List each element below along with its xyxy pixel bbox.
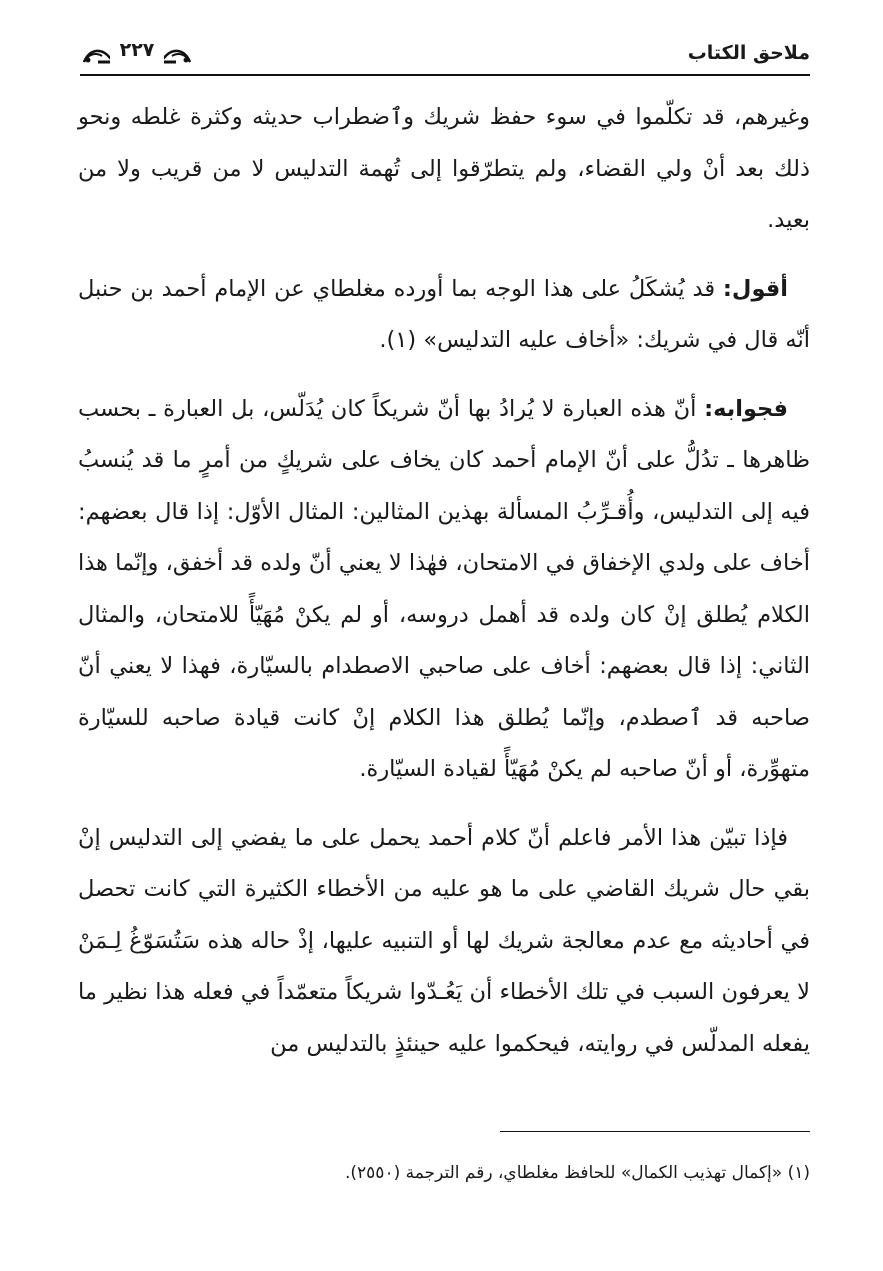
page-header [80, 38, 810, 74]
running-title: ملاحق الكتاب [687, 42, 810, 64]
footnote: (١) «إكمال تهذيب الكمال» للحافظ مغلطاي، رقم الترجمة (٢٥٥٠). [345, 1163, 810, 1183]
page-number: ٢٢٧ [110, 39, 164, 61]
page-number-ornament [80, 38, 192, 68]
footnote-rule [500, 1131, 810, 1132]
body-text [78, 92, 810, 1087]
paragraph-text: فإذا تبيّن هذا الأمر فاعلم أنّ كلام أحمد يحمل على ما يفضي إلى التدليس إنْ بقي حال شريك القاضي على ما هو عليه من الأخطاء الكثيرة التي كانت تحصل في أحاديثه مع عدم معالجة شريك لها أو التنبيه عليها، إذْ حاله هذه سَتُسَوّغُ لِـمَنْ لا يعرفون السبب في تلك الأخطاء أن يَعُـدّوا شريكاً متعمّداً في فعله هذا نظير ما يفعله المدلّس في روايته، فيحكموا عليه حينئذٍ بالتدليس من [78, 824, 810, 1057]
header-rule [80, 74, 810, 76]
paragraph [78, 384, 810, 796]
paragraph-text: قد يُشكَلُ على هذا الوجه بما أورده مغلطاي عن الإمام أحمد بن حنبل أنّه قال في شريك: «أخاف عليه التدليس» (١). [78, 275, 810, 353]
paragraph-lead: أقول: [722, 275, 788, 302]
paragraph [78, 264, 810, 367]
paragraph-text: أنّ هذه العبارة لا يُرادُ بها أنّ شريكاً كان يُدَلّس، بل العبارة ـ بحسب ظاهرها ـ تدُلُّ على أنّ الإمام أحمد كان يخاف على شريكٍ من أمرٍ ما قد يُنسبُ فيه إلى التدليس، وأُقـرِّبُ المسألة بهذين المثالين: المثال الأوّل: إذا قال بعضهم: أخاف على ولدي الإخفاق في الامتحان، فهٰذا لا يعني أنّ ولده قد أخفق، وإنّما هذا الكلام يُطلق إنْ كان ولده قد أهمل دروسه، أو لم يكنْ مُهَيّأً للامتحان، والمثال الثاني: إذا قال بعضهم: أخاف على صاحبي الاصطدام بالسيّارة، فهذا لا يعني أنّ صاحبه قد ٱصطدم، وإنّما يُطلق هذا الكلام إنْ كانت قيادة صاحبه للسيّارة متهوِّرة، أو أنّ صاحبه لم يكنْ مُهَيّأً لقيادة السيّارة. [78, 395, 810, 782]
paragraph [78, 92, 810, 247]
paragraph-lead: فجوابه: [704, 395, 788, 422]
paragraph [78, 813, 810, 1071]
paragraph-text: وغيرهم، قد تكلّموا في سوء حفظ شريك وٱضطراب حديثه وكثرة غلطه ونحو ذلك بعد أنْ ولي القضاء، ولم يتطرّقوا إلى تُهمة التدليس لا من قريب ولا من بعيد. [78, 104, 810, 233]
